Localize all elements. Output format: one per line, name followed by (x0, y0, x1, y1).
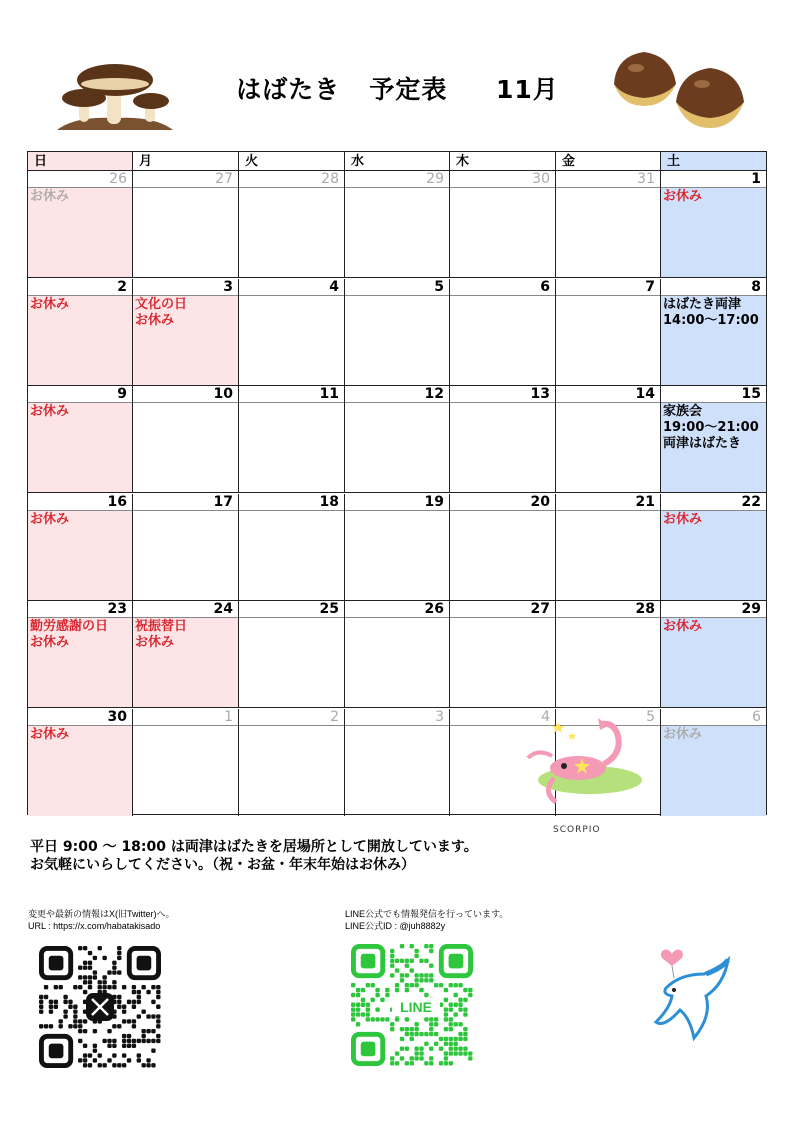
weekday-2: 火 (239, 152, 345, 171)
day-cell[interactable] (28, 386, 133, 493)
event-line: お休み (30, 404, 70, 419)
day-cell[interactable] (556, 494, 661, 601)
day-number: 23 (28, 601, 132, 618)
day-number: 20 (450, 494, 555, 511)
day-number: 11 (239, 386, 344, 403)
calendar-grid (27, 151, 767, 815)
day-number: 19 (345, 494, 449, 511)
event-line: お休み (30, 635, 70, 650)
scorpio-label: SCORPIO (553, 825, 601, 835)
day-number: 31 (556, 171, 660, 188)
week-row (28, 386, 766, 493)
day-cell[interactable] (133, 601, 239, 708)
day-cell[interactable] (133, 171, 239, 278)
event-line: 家族会 (663, 404, 703, 419)
weekday-4: 木 (450, 152, 556, 171)
day-cell[interactable] (345, 709, 450, 816)
weekday-1: 月 (133, 152, 239, 171)
day-number: 5 (556, 709, 660, 726)
event-line: お休み (30, 511, 70, 527)
day-cell[interactable] (661, 279, 766, 386)
day-number: 29 (661, 601, 766, 618)
day-number: 10 (133, 386, 238, 403)
day-number: 13 (450, 386, 555, 403)
day-cell[interactable] (345, 171, 450, 278)
day-cell[interactable] (239, 279, 345, 386)
day-cell[interactable] (239, 601, 345, 708)
day-cell[interactable] (133, 386, 239, 493)
x-info-line-1: 変更や最新の情報はX(旧Twitter)へ。 (28, 909, 175, 919)
day-number: 28 (556, 601, 660, 618)
day-cell[interactable] (239, 709, 345, 816)
x-info-line-2[interactable]: URL : https://x.com/habatakisado (28, 921, 161, 931)
event-line: お休み (663, 726, 703, 742)
week-row (28, 279, 766, 386)
event-line: お休み (663, 619, 703, 634)
day-cell[interactable] (661, 494, 766, 601)
day-events (663, 727, 764, 743)
day-cell[interactable] (661, 171, 766, 278)
weekday-0: 日 (28, 152, 133, 171)
day-number: 3 (133, 279, 238, 296)
event-line: 両津はばたき (663, 436, 742, 451)
day-events (30, 619, 130, 651)
week-row (28, 171, 766, 278)
day-events (30, 189, 130, 205)
line-badge: LINE (392, 998, 440, 1016)
event-line: はばたき両津 (663, 296, 742, 312)
day-cell[interactable] (661, 386, 766, 493)
event-line: お休み (135, 635, 175, 650)
weekday-5: 金 (556, 152, 661, 171)
event-line: お休み (135, 312, 175, 328)
day-number: 25 (239, 601, 344, 618)
day-events (663, 512, 764, 528)
day-events (663, 189, 764, 205)
day-number: 9 (28, 386, 132, 403)
day-cell[interactable] (556, 386, 661, 493)
line-info (345, 908, 508, 932)
day-number: 15 (661, 386, 766, 403)
day-number: 2 (239, 709, 344, 726)
x-info (28, 908, 175, 932)
x-qr-code-icon[interactable] (39, 946, 161, 1068)
title-month: 11月 (495, 75, 559, 104)
day-number: 30 (28, 709, 132, 726)
day-cell[interactable] (556, 279, 661, 386)
day-number: 17 (133, 494, 238, 511)
day-cell[interactable] (345, 279, 450, 386)
event-line: お休み (30, 189, 70, 204)
day-number: 26 (28, 171, 132, 188)
event-line: 文化の日 (135, 296, 188, 312)
week-row (28, 709, 766, 816)
day-cell[interactable] (133, 709, 239, 816)
page-title (0, 70, 795, 106)
day-cell[interactable] (133, 494, 239, 601)
weekday-header (28, 152, 766, 171)
day-cell[interactable] (661, 601, 766, 708)
day-number: 14 (556, 386, 660, 403)
day-number: 8 (661, 279, 766, 296)
day-number: 2 (28, 279, 132, 296)
day-number: 4 (239, 279, 344, 296)
day-events (663, 619, 764, 635)
day-cell[interactable] (28, 494, 133, 601)
day-number: 6 (450, 279, 555, 296)
day-cell[interactable] (450, 171, 556, 278)
notice-line-2: お気軽にいらしてください。（祝・お盆・年末年始はお休み） (30, 857, 415, 873)
day-events (663, 404, 764, 452)
day-cell[interactable] (556, 171, 661, 278)
day-number: 26 (345, 601, 449, 618)
day-number: 1 (661, 171, 766, 188)
scorpio-illustration (518, 708, 648, 808)
event-line: 19:00～21:00 (663, 420, 759, 435)
week-row (28, 601, 766, 708)
day-number: 12 (345, 386, 449, 403)
day-number: 18 (239, 494, 344, 511)
bird-heart-illustration (650, 944, 732, 1044)
day-events (30, 404, 130, 420)
event-line: お休み (30, 296, 70, 312)
day-cell[interactable] (239, 494, 345, 601)
title-doc: 予定表 (369, 75, 448, 104)
day-events (30, 727, 130, 743)
day-cell[interactable] (239, 386, 345, 493)
event-line: 14:00～17:00 (663, 312, 759, 328)
day-number: 3 (345, 709, 449, 726)
week-row (28, 494, 766, 601)
title-name: はばたき (236, 75, 341, 104)
day-number: 30 (450, 171, 555, 188)
day-number: 21 (556, 494, 660, 511)
day-cell[interactable] (556, 601, 661, 708)
day-number: 16 (28, 494, 132, 511)
day-number: 27 (133, 171, 238, 188)
day-number: 29 (345, 171, 449, 188)
day-number: 4 (450, 709, 555, 726)
day-number: 24 (133, 601, 238, 618)
day-cell[interactable] (239, 171, 345, 278)
day-events (30, 297, 130, 313)
day-cell[interactable] (450, 494, 556, 601)
day-cell[interactable] (345, 386, 450, 493)
day-cell[interactable] (28, 709, 133, 816)
line-info-line-2: LINE公式ID : @juh8882y (345, 921, 446, 931)
opening-notice (30, 838, 478, 874)
day-cell[interactable] (28, 279, 133, 386)
day-events (135, 619, 236, 651)
weekday-6: 土 (661, 152, 766, 171)
day-cell[interactable] (450, 279, 556, 386)
line-info-line-1: LINE公式でも情報発信を行っています。 (345, 909, 509, 919)
day-number: 5 (345, 279, 449, 296)
notice-line-1: 平日 9:00 ～ 18:00 は両津はばたきを居場所として開放しています。 (30, 839, 478, 855)
day-cell[interactable] (661, 709, 766, 816)
day-number: 7 (556, 279, 660, 296)
day-events (135, 297, 236, 329)
event-line: お休み (663, 511, 703, 527)
day-cell[interactable] (28, 601, 133, 708)
weekday-3: 水 (345, 152, 450, 171)
day-number: 1 (133, 709, 238, 726)
day-cell[interactable] (133, 279, 239, 386)
day-cell[interactable] (28, 171, 133, 278)
day-number: 27 (450, 601, 555, 618)
event-line: お休み (663, 189, 703, 204)
day-cell[interactable] (450, 386, 556, 493)
day-events (30, 512, 130, 528)
day-number: 22 (661, 494, 766, 511)
day-number: 6 (661, 709, 766, 726)
day-number: 28 (239, 171, 344, 188)
event-line: お休み (30, 726, 70, 742)
day-cell[interactable] (450, 601, 556, 708)
event-line: 勤労感謝の日 (30, 619, 109, 634)
day-cell[interactable] (345, 601, 450, 708)
day-events (663, 297, 764, 329)
day-cell[interactable] (345, 494, 450, 601)
event-line: 祝振替日 (135, 619, 188, 634)
